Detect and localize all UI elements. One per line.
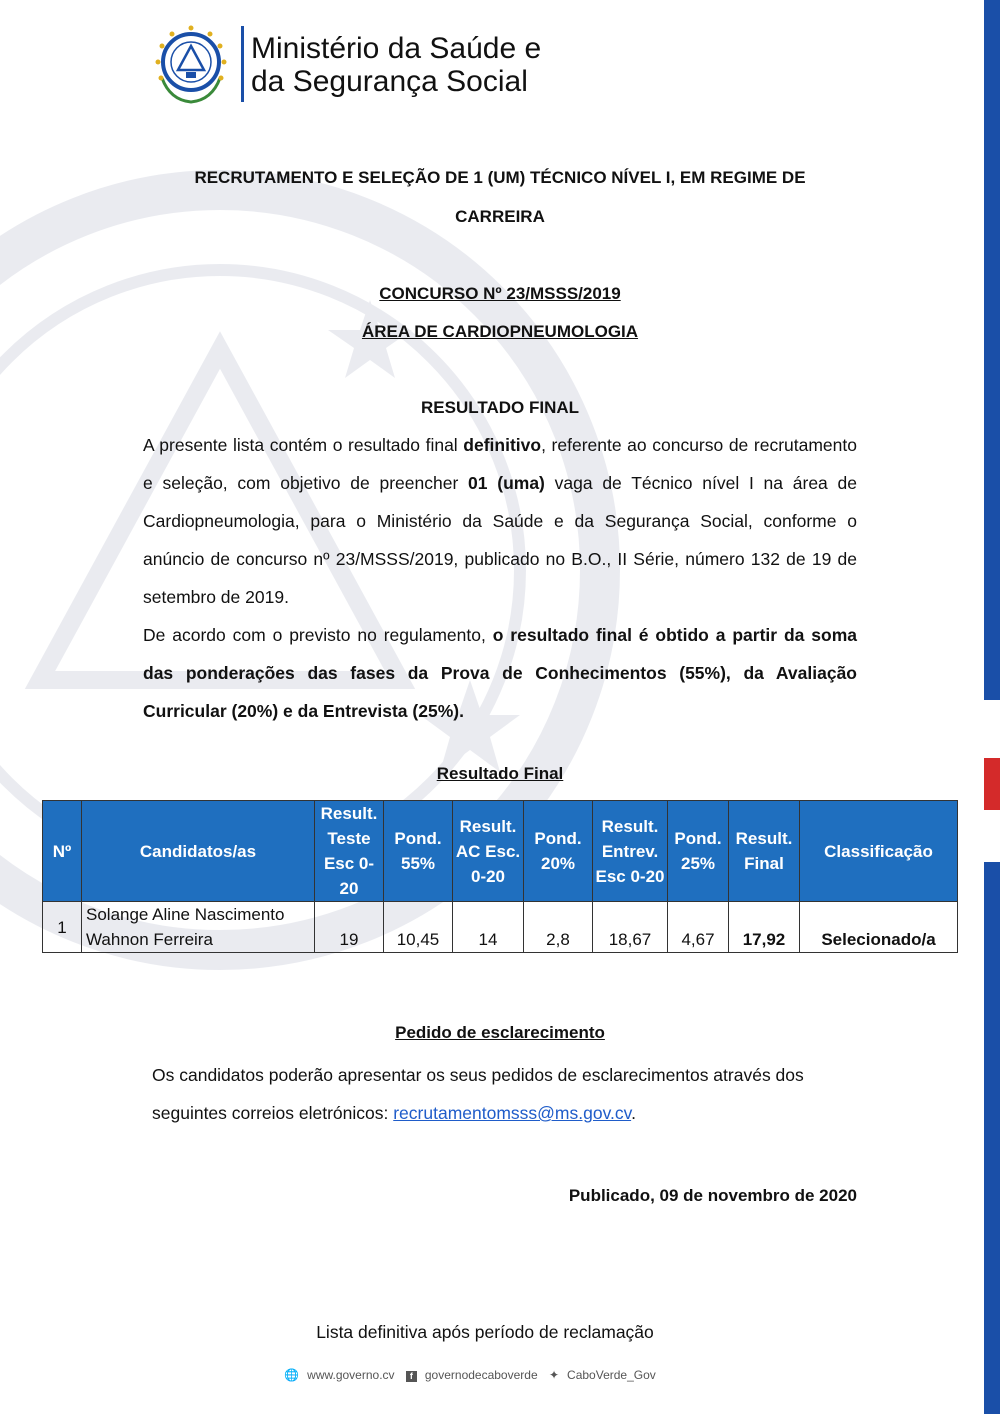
paragraph-regulation-text: De acordo com o previsto no regulamento, (143, 625, 493, 645)
cell-class: Selecionado/a (800, 902, 958, 953)
paragraph-intro-text-2: , referente ao concurso de recrutamento e seleção, com objetivo de preencher (143, 435, 857, 493)
col-header-final: Result. Final (729, 801, 800, 902)
paragraph-intro-text-1: A presente lista contém o resultado final (143, 435, 464, 455)
concurso-area: ÁREA DE CARDIOPNEUMOLOGIA (361, 322, 639, 341)
coat-of-arms-icon (148, 22, 234, 108)
col-header-pond25: Pond. 25% (668, 801, 729, 902)
twitter-link[interactable]: CaboVerde_Gov (567, 1368, 656, 1382)
paragraph-intro-bold-1: definitivo (463, 435, 542, 455)
facebook-icon: f (406, 1371, 417, 1382)
paragraph-intro (143, 426, 857, 616)
website-link[interactable]: www.governo.cv (307, 1368, 395, 1382)
cell-pond20: 2,8 (524, 902, 593, 953)
ministry-title: Ministério da Saúde e da Segurança Social (251, 32, 542, 98)
side-bar-blue-top (984, 0, 1000, 700)
concurso-number: CONCURSO Nº 23/MSSS/2019 (379, 284, 621, 303)
social-links (0, 1368, 940, 1382)
col-header-teste: Result. Teste Esc 0-20 (315, 801, 384, 902)
title-line-1: RECRUTAMENTO E SELEÇÃO DE 1 (UM) TÉCNICO NÍVEL I, EM REGIME DE (194, 168, 806, 187)
col-header-name: Candidatos/as (82, 801, 315, 902)
clarification-body: Os candidatos poderão apresentar os seus pedidos de esclarecimentos através dos seguintes correios eletrónicos: (152, 1065, 804, 1123)
cell-name: Solange Aline Nascimento Wahnon Ferreira (82, 902, 315, 953)
published-date: Publicado, 09 de novembro de 2020 (568, 1186, 857, 1205)
col-header-class: Classificação (800, 801, 958, 902)
paragraph-regulation-bold: o resultado final é obtido a partir da soma das ponderações das fases da Prova de Conhecimentos (55%), da Avaliação Curricular (20%) e da Entrevista (25%). (143, 625, 857, 721)
title-line-2: CARREIRA (455, 207, 545, 226)
cell-pond25: 4,67 (668, 902, 729, 953)
cell-entrev: 18,67 (593, 902, 668, 953)
result-heading: RESULTADO FINAL (420, 398, 580, 417)
paragraph-regulation (143, 616, 857, 730)
twitter-icon: ✦ (548, 1368, 560, 1382)
col-header-pond20: Pond. 20% (524, 801, 593, 902)
side-bar-blue-bottom (984, 862, 1000, 1414)
clarification-end: . (631, 1103, 636, 1123)
cell-num: 1 (43, 902, 82, 953)
table-row (43, 902, 958, 953)
cell-pond55: 10,45 (384, 902, 453, 953)
col-header-entrev: Result. Entrev. Esc 0-20 (593, 801, 668, 902)
table-title: Resultado Final (436, 764, 564, 783)
email-link[interactable]: recrutamentomsss@ms.gov.cv (393, 1103, 632, 1123)
col-header-ac: Result. AC Esc. 0-20 (453, 801, 524, 902)
col-header-num: Nº (43, 801, 82, 902)
cell-final: 17,92 (729, 902, 800, 953)
clarification-text (152, 1056, 858, 1132)
cell-teste: 19 (315, 902, 384, 953)
facebook-link[interactable]: governodecaboverde (424, 1368, 538, 1382)
col-header-pond55: Pond. 55% (384, 801, 453, 902)
paragraph-intro-text-3: vaga de Técnico nível I na área de Cardiopneumologia, para o Ministério da Saúde e da Segurança Social, conforme o anúncio de concurso nº 23/MSSS/2019, publicado no B.O., II Série, número 132 de 19 de setembro de 2019. (143, 473, 858, 607)
clarification-heading: Pedido de esclarecimento (395, 1023, 605, 1042)
cell-ac: 14 (453, 902, 524, 953)
paragraph-intro-bold-2: 01 (uma) (468, 473, 545, 493)
results-table (42, 800, 958, 953)
globe-icon: 🌐 (284, 1368, 300, 1382)
header-divider (241, 26, 244, 102)
footer-note: Lista definitiva após período de reclamação (316, 1322, 654, 1342)
